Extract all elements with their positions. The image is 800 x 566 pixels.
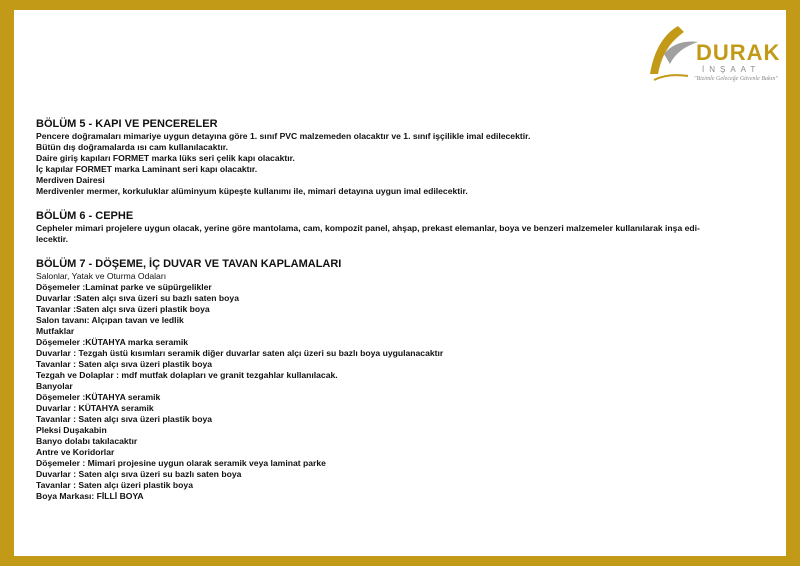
spec-line: Banyolar [36, 381, 73, 391]
section-heading: BÖLÜM 6 - CEPHE [36, 210, 134, 222]
spec-line: Tavanlar : Saten alçı sıva üzeri plastik boya [36, 359, 213, 369]
spec-line: lecektir. [36, 234, 69, 244]
spec-line: Duvarlar :Saten alçı sıva üzeri su bazlı saten boya [36, 293, 239, 303]
spec-line: Tavanlar : Saten alçı sıva üzeri plastik boya [36, 414, 213, 424]
section-facade [36, 210, 776, 245]
spec-line: Salonlar, Yatak ve Oturma Odaları [36, 271, 167, 281]
section-heading: BÖLÜM 5 - KAPI VE PENCERELER [36, 118, 218, 130]
spec-line: Merdiven Dairesi [36, 175, 105, 185]
spec-line: Boya Markası: FİLLİ BOYA [36, 491, 144, 501]
section-doors-windows [36, 118, 776, 197]
spec-line: Merdivenler mermer, korkuluklar alüminyum küpeşte kullanımı ile, mimari detayına uygun imal edilecektir. [36, 186, 468, 196]
spec-line: Banyo dolabı takılacaktır [36, 436, 138, 446]
section-heading: BÖLÜM 7 - DÖŞEME, İÇ DUVAR VE TAVAN KAPLAMALARI [36, 258, 342, 270]
spec-line: Döşemeler :Laminat parke ve süpürgelikler [36, 282, 212, 292]
durak-insaat-logo [644, 24, 779, 86]
spec-line: Pencere doğramaları mimariye uygun detayına göre 1. sınıf PVC malzemeden olacaktır ve 1. sınıf işçilikle imal edilecektir. [36, 131, 531, 141]
section-floor-wall-ceiling [36, 258, 776, 502]
spec-line: Pleksi Duşakabin [36, 425, 107, 435]
spec-line: Tavanlar : Saten alçı üzeri plastik boya [36, 480, 193, 490]
spec-line: Antre ve Koridorlar [36, 447, 115, 457]
specification-content [36, 118, 776, 515]
spec-line: Tavanlar :Saten alçı sıva üzeri plastik boya [36, 304, 210, 314]
spec-line: Mutfaklar [36, 326, 75, 336]
spec-line: İç kapılar FORMET marka Laminant seri kapı olacaktır. [36, 164, 258, 174]
logo-slogan: "Bizimle Geleceğe Güvenle Bakın" [694, 76, 778, 82]
spec-line: Döşemeler : Mimari projesine uygun olarak seramik veya laminat parke [36, 458, 326, 468]
spec-line: Bütün dış doğramalarda ısı cam kullanılacaktır. [36, 142, 228, 152]
spec-line: Duvarlar : KÜTAHYA seramik [36, 403, 154, 413]
spec-line: Duvarlar : Saten alçı sıva üzeri su bazlı saten boya [36, 469, 242, 479]
spec-line: Daire giriş kapıları FORMET marka lüks seri çelik kapı olacaktır. [36, 153, 295, 163]
document-page [14, 10, 786, 556]
spec-line: Cepheler mimari projelere uygun olacak, yerine göre mantolama, cam, kompozit panel, ahşap, prekast elemanlar, boya ve benzeri malzemeler kullanılarak inşa edi- [36, 223, 700, 233]
spec-line: Tezgah ve Dolaplar : mdf mutfak dolapları ve granit tezgahlar kullanılacak. [36, 370, 338, 380]
spec-line: Döşemeler :KÜTAHYA marka seramik [36, 337, 189, 347]
spec-line: Duvarlar : Tezgah üstü kısımları seramik diğer duvarlar saten alçı üzeri su bazlı boya uygulanacaktır [36, 348, 444, 358]
spec-line: Döşemeler :KÜTAHYA seramik [36, 392, 161, 402]
logo-brand-text: DURAK [696, 40, 781, 65]
spec-line: Salon tavanı: Alçıpan tavan ve ledlik [36, 315, 184, 325]
logo-sub-text: İNŞAAT [702, 65, 761, 74]
